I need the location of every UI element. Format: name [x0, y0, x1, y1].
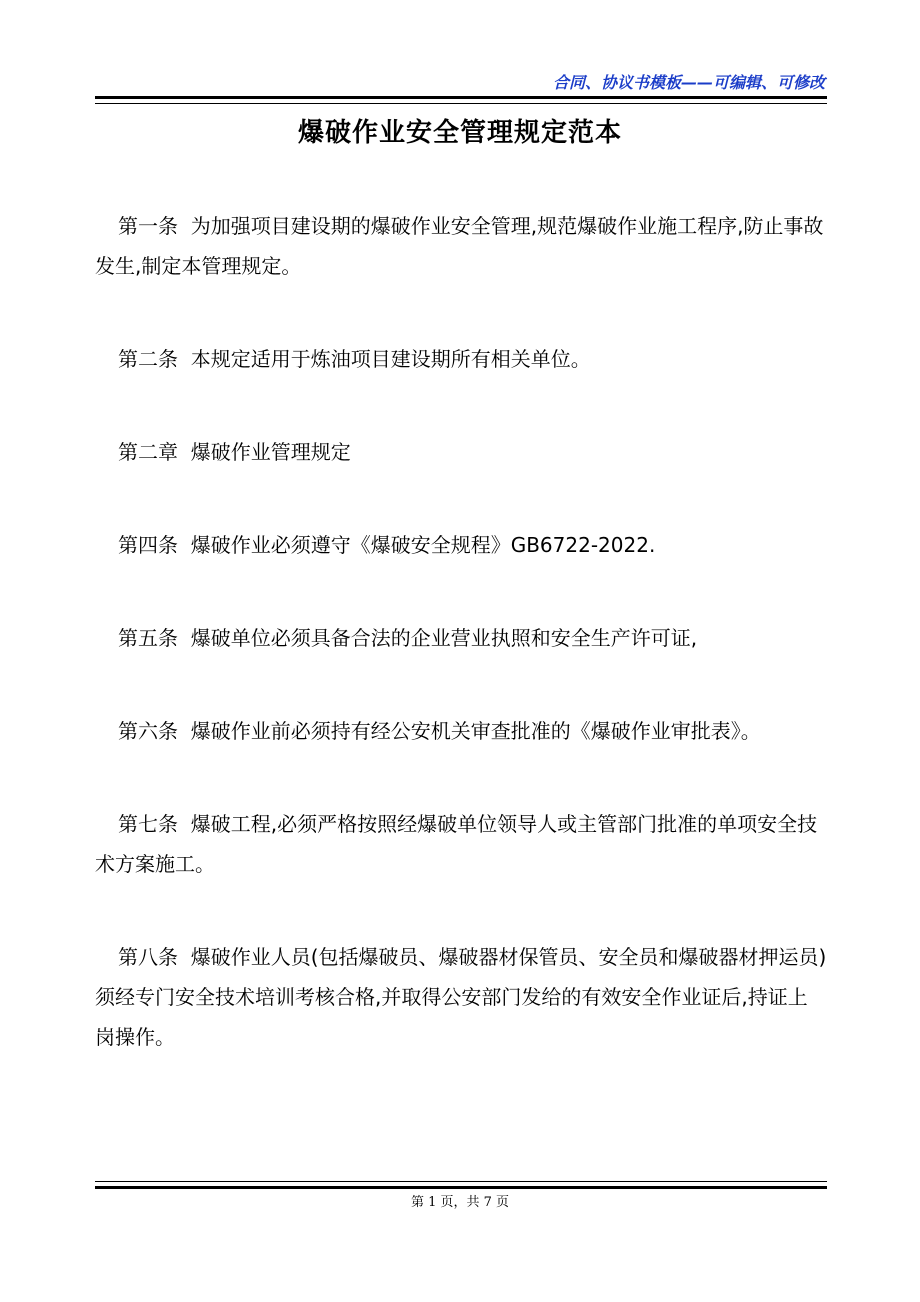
article-8: 第八条 爆破作业人员(包括爆破员、爆破器材保管员、安全员和爆破器材押运员)须经专门安全技术培训考核合格,并取得公安部门发给的有效安全作业证后,持证上岗操作。: [95, 945, 827, 1049]
article-1: 第一条 为加强项目建设期的爆破作业安全管理,规范爆破作业施工程序,防止事故发生,制定本管理规定。: [95, 214, 824, 278]
header-tagline: 合同、协议书模板——可编辑、可修改: [552, 73, 825, 92]
article-4: 第四条 爆破作业必须遵守《爆破安全规程》GB6722-2022.: [118, 533, 656, 557]
document-title: 爆破作业安全管理规定范本: [297, 118, 622, 148]
footer-divider: [95, 1181, 827, 1189]
chapter-2-heading: 第二章 爆破作业管理规定: [118, 440, 351, 464]
page-number: 第 1 页，共 7 页: [410, 1195, 510, 1210]
article-5: 第五条 爆破单位必须具备合法的企业营业执照和安全生产许可证,: [118, 626, 698, 650]
article-7: 第七条 爆破工程,必须严格按照经爆破单位领导人或主管部门批准的单项安全技术方案施工。: [95, 812, 818, 876]
article-6: 第六条 爆破作业前必须持有经公安机关审查批准的《爆破作业审批表》。: [118, 719, 761, 743]
article-2: 第二条 本规定适用于炼油项目建设期所有相关单位。: [118, 347, 591, 371]
header-divider: [95, 96, 827, 104]
document-body: [95, 206, 827, 1110]
